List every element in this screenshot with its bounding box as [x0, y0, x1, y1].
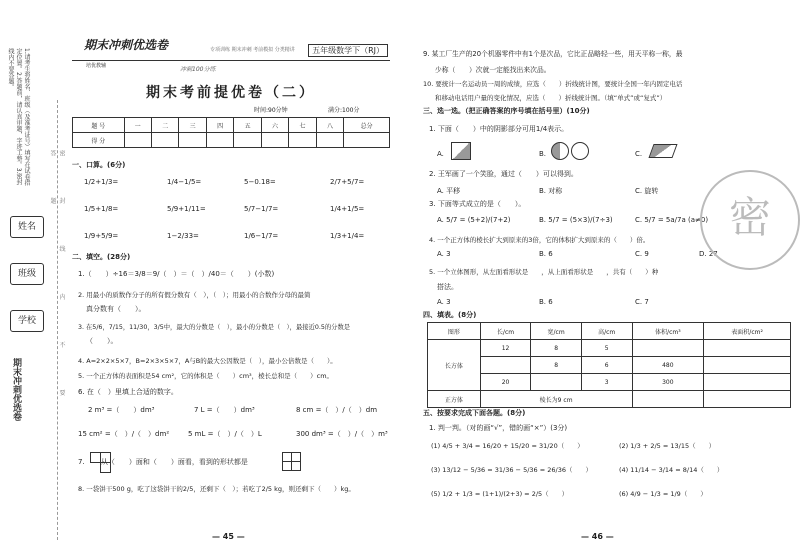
judge-item: (2) 1/3 + 2/5 = 13/15（ ） [619, 442, 716, 450]
table-cell: 5 [581, 340, 632, 357]
view-square [291, 461, 301, 471]
table-cell[interactable] [704, 340, 791, 357]
score-cell[interactable] [316, 133, 343, 148]
option-c: C. 5/7 = 5a/7a (a≠0) [635, 216, 709, 224]
choice-5: 5. 一个立体图形，从左面看形状是 ，从上面看形状是 ，共有（ ）种 [429, 268, 659, 276]
unit-item: 7 L =（ ）dm³ [194, 406, 255, 414]
page-header [72, 40, 390, 61]
score-header-cell: 二 [152, 118, 179, 133]
score-header-cell: 七 [289, 118, 316, 133]
score-cell[interactable] [179, 133, 206, 148]
cube-figure [100, 462, 111, 473]
oral-item: 1/4−1/5= [167, 178, 202, 186]
judge-item: (5) 1/2 + 1/3 = (1+1)/(2+3) = 2/5（ ） [431, 490, 569, 498]
option-c: C. [635, 150, 643, 158]
choice-3: 3. 下面等式成立的是（ ）。 [429, 200, 526, 208]
table-cell: 8 [531, 340, 582, 357]
question-1: 1.（ ）÷16＝3/8＝9/（ ）＝（ ）/40＝（ ）(小数) [78, 270, 275, 278]
unit-item: 15 cm² =（ ）/（ ）dm² [78, 430, 170, 438]
oral-item: 1/2+1/3= [84, 178, 119, 186]
score-cell[interactable] [344, 133, 390, 148]
score-header-cell: 八 [316, 118, 343, 133]
exam-title: 期末考前提优卷（二） [146, 85, 316, 101]
judge-item: (1) 4/5 + 3/4 = 16/20 + 15/20 = 31/20（ ） [431, 442, 584, 450]
table-cell: 棱长为9 cm [480, 391, 632, 408]
score-header-cell: 四 [206, 118, 233, 133]
unit-item: 5 mL =（ ）/（ ）L [188, 430, 262, 438]
score-cell[interactable] [261, 133, 288, 148]
spine-instructions: 1.请考生将姓名、班级（及准考证号）填写在试卷指定位置。2.答题前，请认真审题，字迹工整。3.密封线内不要答题。 [7, 48, 30, 186]
option-b: B. 5/7 = (5×3)/(7÷3) [539, 216, 613, 224]
score-cell[interactable] [234, 133, 261, 148]
option-c: C. 9 [635, 250, 649, 258]
oral-item: 2/7+5/7= [330, 178, 365, 186]
option-b: B. 对称 [539, 187, 563, 195]
seal-line-text: 密 封 线 内 不 要 答 题 [49, 150, 65, 416]
table-cell: 3 [581, 374, 632, 391]
binding-spine [4, 38, 40, 548]
score-cell[interactable] [206, 133, 233, 148]
oral-item: 1−2/33= [167, 232, 199, 240]
table-header: 长/cm [480, 323, 531, 340]
oral-item: 1/3+1/4= [330, 232, 365, 240]
choice-4: 4. 一个正方体的棱长扩大到原来的3倍，它的体积扩大到原来的（ ）倍。 [429, 236, 650, 244]
judge-item: (6) 4/9 − 1/3 = 1/9（ ） [619, 490, 707, 498]
brand-logo: 期末冲刺优选卷 [84, 38, 169, 52]
table-header: 体积/cm³ [632, 323, 704, 340]
question-6: 6. 在（ ）里填上合适的数字。 [78, 388, 178, 396]
table-cell: 300 [632, 374, 704, 391]
table-cell: 长方体 [428, 340, 481, 391]
table-row [428, 391, 791, 408]
time-limit: 时间:90分钟 [254, 107, 288, 114]
question-8: 8. 一袋饼干500 g，吃了这袋饼干的2/5，还剩下（ ）；若吃了2/5 kg，则还剩下（ ）kg。 [78, 485, 355, 493]
option-c: C. 7 [635, 298, 649, 306]
option-c-figure [648, 144, 677, 158]
spine-brand: 期末冲刺优选卷 [11, 358, 21, 421]
option-b-figure [551, 142, 569, 160]
table-cell: 480 [632, 357, 704, 374]
table-row [428, 340, 791, 357]
score-header-cell: 总分 [344, 118, 390, 133]
table-cell: 20 [480, 374, 531, 391]
score-cell[interactable] [152, 133, 179, 148]
section-3-heading: 三、选一选。（把正确答案的序号填在括号里）(10分) [423, 107, 590, 115]
judge-instructions: 1. 判一判。（对的画“√”，错的画“×”）(3分) [429, 424, 568, 432]
fill-table [427, 322, 791, 408]
table-cell: 正方体 [428, 391, 481, 408]
oral-item: 5/7−1/7= [244, 205, 279, 213]
page-number: — 45 — [212, 532, 245, 541]
page-45 [72, 0, 390, 553]
secret-seal-stamp: 密 [700, 170, 800, 270]
oral-item: 1/6−1/7= [244, 232, 279, 240]
option-b: B. [539, 150, 547, 158]
option-c: C. 旋转 [635, 187, 659, 195]
score-table [72, 117, 390, 148]
question-2: 2. 用最小的质数作分子的所有假分数有（ ），（ ）；用最小的合数作分母的最简 [78, 291, 311, 299]
school-field[interactable]: 学校 [10, 310, 44, 332]
table-row [428, 357, 791, 374]
full-score: 满分:100分 [328, 107, 360, 114]
grade-label: 五年级数学下（RJ） [308, 44, 388, 57]
section-2-heading: 二、填空。(28分) [72, 253, 131, 261]
page-46 [423, 0, 793, 553]
question-9: 9. 某工厂生产的20个机器零件中有1个是次品，它比正品略轻一些，用天平称一称，最 [423, 50, 683, 58]
table-cell[interactable] [480, 357, 531, 374]
question-5: 5. 一个正方体的表面积是54 cm²，它的体积是（ ）cm³，棱长总和是（ ）cm。 [78, 372, 334, 380]
question-10: 10. 要统计一名运动员一周的成绩，应选（ ）折线统计图，要统计全国一年内固定电话 [423, 80, 683, 88]
table-row [428, 374, 791, 391]
score-header-cell: 题 号 [73, 118, 125, 133]
table-header: 宽/cm [531, 323, 582, 340]
tagline: 专项训练 期末冲刺 考前模拟 分类精讲 [210, 47, 295, 53]
table-cell[interactable] [632, 391, 704, 408]
score-cell[interactable] [289, 133, 316, 148]
name-field[interactable]: 姓名 [10, 216, 44, 238]
class-field[interactable]: 班级 [10, 263, 44, 285]
score-header-cell: 三 [179, 118, 206, 133]
unit-item: 8 cm =（ ）/（ ）dm [296, 406, 378, 414]
score-header-cell: 一 [124, 118, 151, 133]
table-header: 图形 [428, 323, 481, 340]
table-cell: 6 [581, 357, 632, 374]
option-a: A. 3 [437, 250, 451, 258]
judge-item: (4) 11/14 − 3/14 = 8/14（ ） [619, 466, 724, 474]
choice-5-cont: 搭法。 [437, 283, 458, 291]
table-cell[interactable] [704, 374, 791, 391]
section-5-heading: 五、按要求完成下面各题。(8分) [423, 409, 526, 417]
option-d: D. 27 [699, 250, 718, 258]
option-a: A. [437, 150, 444, 158]
table-header: 表面积/cm² [704, 323, 791, 340]
score-header-cell: 六 [261, 118, 288, 133]
question-9-cont: 少称（ ）次就一定能找出来次品。 [435, 66, 551, 74]
option-b-figure [571, 142, 589, 160]
table-cell: 12 [480, 340, 531, 357]
question-10-cont: 和移动电话用户量的变化情况，应选（ ）折线统计图。（填“单式”或“复式”） [435, 94, 667, 102]
unit-item: 2 m³ =（ ）dm³ [88, 406, 155, 414]
section-4-heading: 四、填表。(8分) [423, 311, 477, 319]
score-row-label: 得 分 [73, 133, 125, 148]
question-3-cont: （ ）。 [86, 337, 118, 345]
question-2-cont: 真分数有（ ）。 [86, 305, 146, 313]
question-7: 7. 从（ ）面和（ ）面看，看到的形状都是 [78, 458, 248, 466]
table-cell[interactable] [531, 374, 582, 391]
table-cell[interactable] [704, 391, 791, 408]
seal-line [57, 100, 59, 540]
option-a-figure [451, 142, 471, 160]
option-b: B. 6 [539, 298, 553, 306]
table-cell[interactable] [632, 340, 704, 357]
choice-2: 2. 王军画了一个笑脸，通过（ ）可以得到。 [429, 170, 578, 178]
unit-item: 300 dm³ =（ ）/（ ）m³ [296, 430, 388, 438]
question-3: 3. 在5/6，7/15，11/30，3/5中，最大的分数是（ ），最小的分数是（ ），最接近0.5的分数是 [78, 324, 351, 331]
score-cell[interactable] [124, 133, 151, 148]
table-cell[interactable] [704, 357, 791, 374]
oral-item: 5/9+1/11= [167, 205, 206, 213]
option-a: A. 平移 [437, 187, 461, 195]
oral-item: 5−0.18= [244, 178, 276, 186]
choice-1: 1. 下面（ ）中的阴影部分可用1/4表示。 [429, 125, 569, 133]
table-cell: 8 [531, 357, 582, 374]
score-header-cell: 五 [234, 118, 261, 133]
page-number: — 46 — [581, 532, 614, 541]
oral-item: 1/9+5/9= [84, 232, 119, 240]
question-4: 4. A=2×2×5×7，B=2×3×5×7，A与B的最大公因数是（ ），最小公倍数是（ ）。 [78, 357, 337, 365]
oral-item: 1/4+1/5= [330, 205, 365, 213]
option-a: A. 3 [437, 298, 451, 306]
section-1-heading: 一、口算。(6分) [72, 161, 126, 169]
option-a: A. 5/7 = (5+2)/(7+2) [437, 216, 511, 224]
judge-item: (3) 13/12 − 5/36 = 31/36 − 5/36 = 26/36（ ） [431, 466, 592, 474]
oral-item: 1/5+1/8= [84, 205, 119, 213]
option-b: B. 6 [539, 250, 553, 258]
table-header: 高/cm [581, 323, 632, 340]
brand-sub: 培优教辅 [86, 63, 107, 69]
subtitle: 冲刺100分练 [180, 66, 216, 73]
